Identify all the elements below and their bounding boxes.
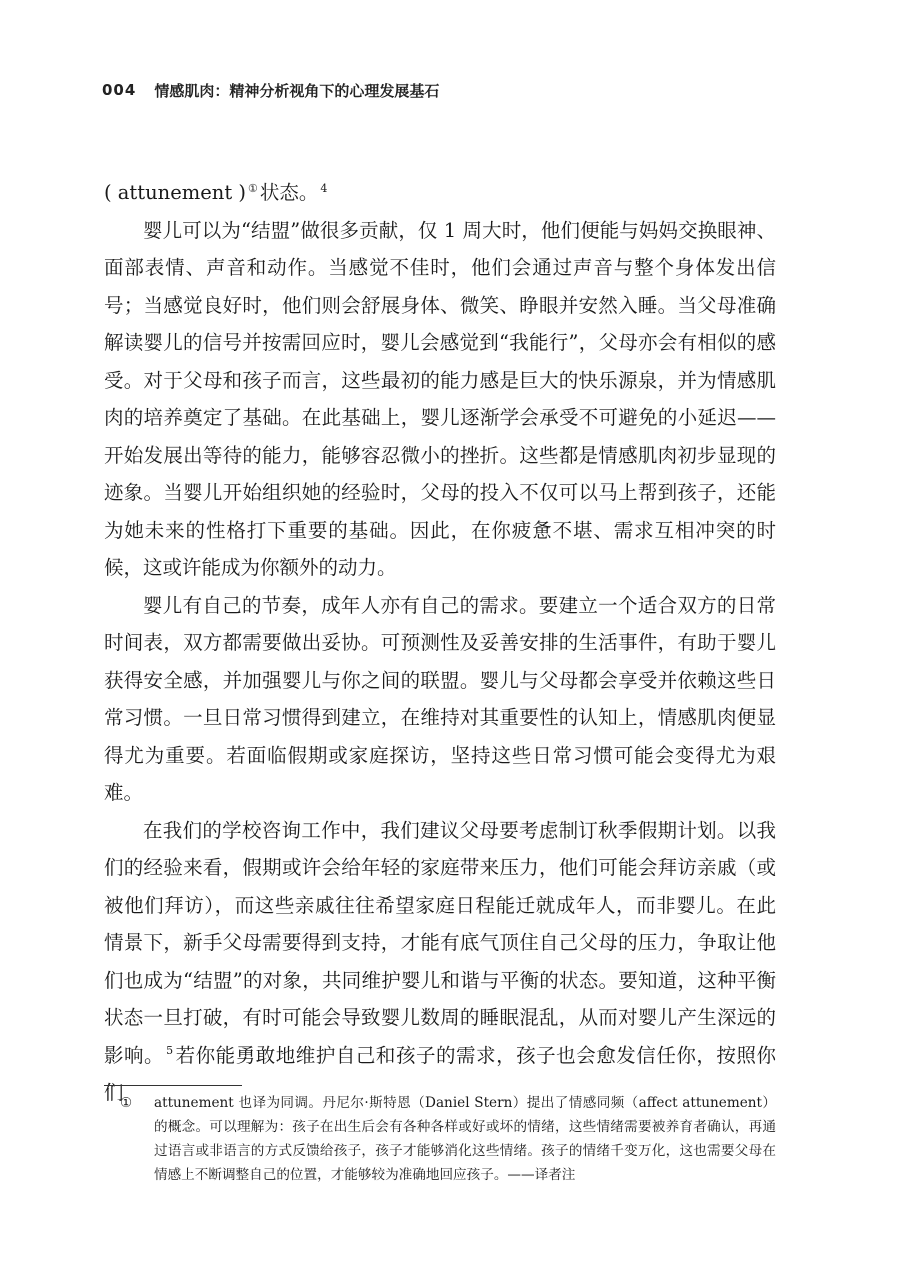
paragraph-3: 婴儿有自己的节奏，成年人亦有自己的需求。要建立一个适合双方的日常时间表，双方都需要做出妥协。可预测性及妥善安排的生活事件，有助于婴儿获得安全感，并加强婴儿与你之间的联盟。婴儿与父母都会享受并依赖这些日常习惯。一旦日常习惯得到建立，在维持对其重要性的认知上，情感肌肉便显得尤为重要。若面临假期或家庭探访，坚持这些日常习惯可能会变得尤为艰难。 [104,593,776,804]
paragraph-4 [104,812,776,1112]
running-header [102,78,439,102]
footnote [120,1091,776,1187]
footnote-mark: ① [120,1095,133,1111]
footnote-text: attunement 也译为同调。丹尼尔·斯特恩（Daniel Stern）提出了情感同频（affect attunement）的概念。可以理解为：孩子在出生后会有各种各样或好或坏的情绪，这些情绪需要被养育者确认，再通过语言或非语言的方式反馈给孩子，孩子才能够消化这些情绪。孩子的情绪千变万化，这也需要父母在情感上不断调整自己的位置，才能够较为准确地回应孩子。——译者注 [154,1095,776,1183]
paragraph-1-tail: 状态。 [259,181,319,204]
attunement-term: ( attunement ) [104,181,246,204]
paragraph-4-part-b: 若你能勇敢地维护自己和孩子的需求，孩子也会愈发信任你，按照你们 [104,1043,776,1104]
endnote-ref-4: 4 [320,181,328,195]
book-title: 情感肌肉：精神分析视角下的心理发展基石 [154,81,440,100]
paragraph-4-part-a: 在我们的学校咨询工作中，我们建议父母要考虑制订秋季假期计划。以我们的经验来看，假期或许会给年轻的家庭带来压力，他们可能会拜访亲戚（或被他们拜访），而这些亲戚往往希望家庭日程能迁就成年人，而非婴儿。在此情景下，新手父母需要得到支持，才能有底气顶住自己父母的压力，争取让他们也成为“结盟”的对象，共同维护婴儿和谐与平衡的状态。要知道，这种平衡状态一旦打破，有时可能会导致婴儿数周的睡眠混乱，从而对婴儿产生深远的影响。 [104,818,776,1067]
body-text [104,174,776,1112]
page-number: 004 [102,81,137,99]
paragraph-1 [104,174,776,212]
footnote-divider [104,1085,242,1086]
endnote-ref-5: 5 [166,1044,174,1057]
paragraph-2: 婴儿可以为“结盟”做很多贡献，仅 1 周大时，他们便能与妈妈交换眼神、面部表情、声音和动作。当感觉不佳时，他们会通过声音与整个身体发出信号；当感觉良好时，他们则会舒展身体、微笑、睁眼并安然入睡。当父母准确解读婴儿的信号并按需回应时，婴儿会感觉到“我能行”，父母亦会有相似的感受。对于父母和孩子而言，这些最初的能力感是巨大的快乐源泉，并为情感肌肉的培养奠定了基础。在此基础上，婴儿逐渐学会承受不可避免的小延迟——开始发展出等待的能力，能够容忍微小的挫折。这些都是情感肌肉初步显现的迹象。当婴儿开始组织她的经验时，父母的投入不仅可以马上帮到孩子，还能为她未来的性格打下重要的基础。因此，在你疲惫不堪、需求互相冲突的时候，这或许能成为你额外的动力。 [104,218,776,579]
footnote-marker: ① [248,181,258,195]
